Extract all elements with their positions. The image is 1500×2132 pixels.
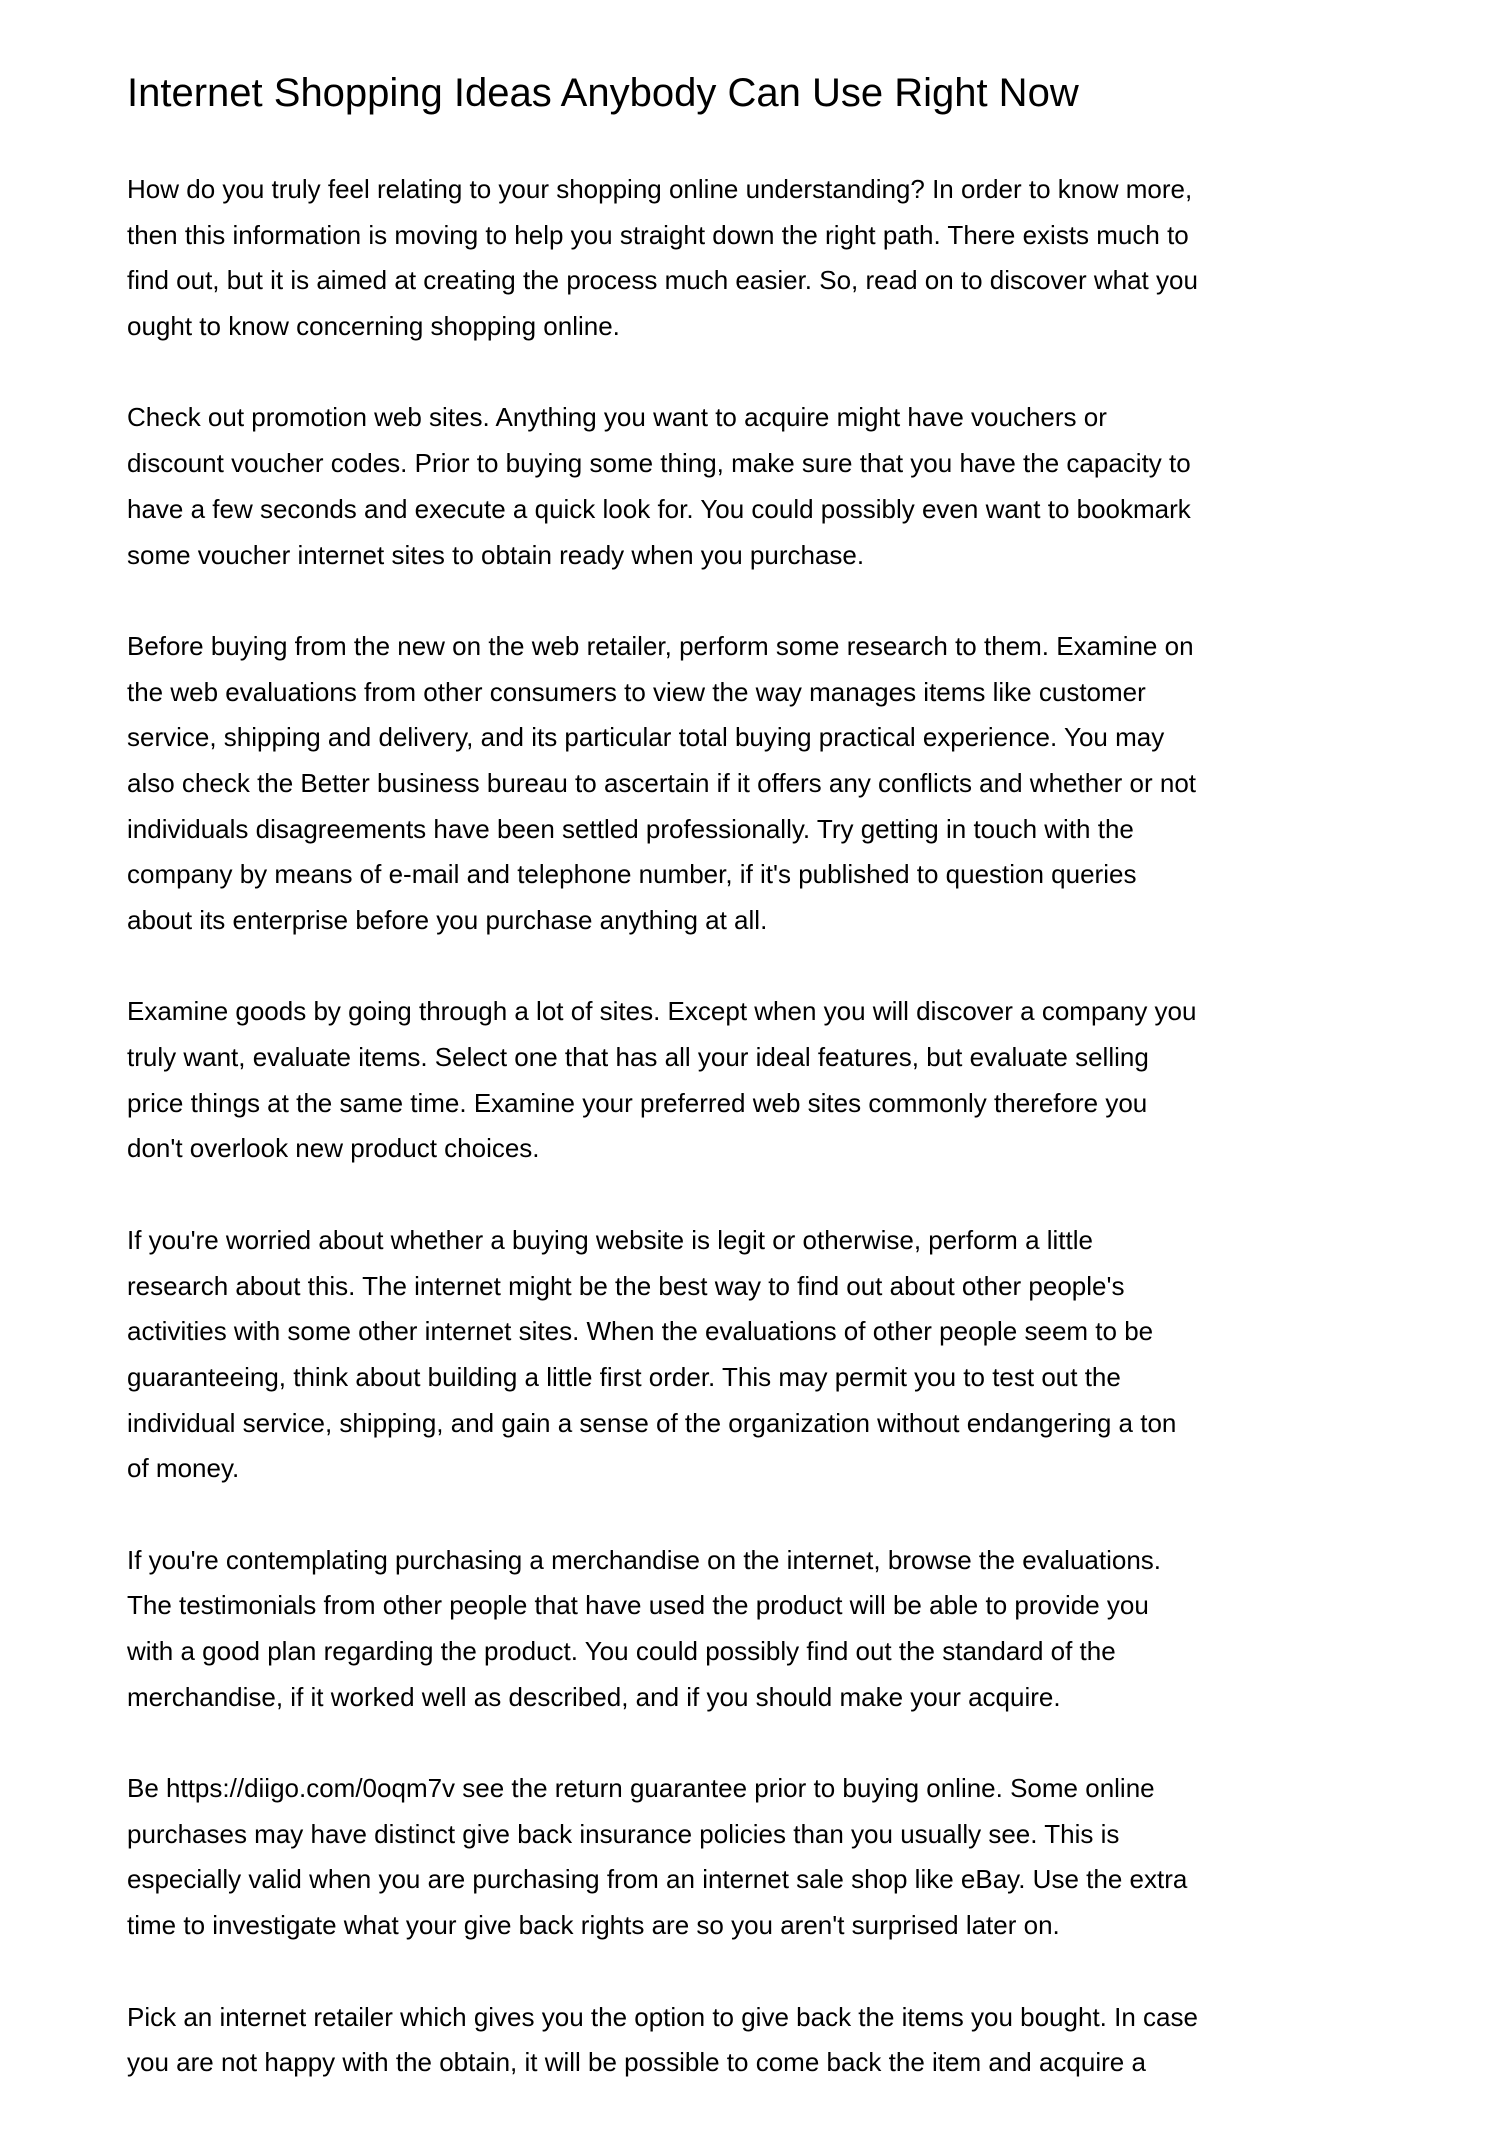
paragraph-line: don't overlook new product choices. (127, 1133, 540, 1164)
paragraph (127, 1766, 1427, 1949)
paragraph (127, 1538, 1427, 1721)
paragraph-line: How do you truly feel relating to your shopping online understanding? In order to know more, (127, 174, 1193, 204)
paragraph-line: Check out promotion web sites. Anything you want to acquire might have vouchers or (127, 402, 1107, 433)
paragraph-line: find out, but it is aimed at creating the process much easier. So, read on to discover what you (127, 265, 1198, 296)
paragraph-line: time to investigate what your give back rights are so you aren't surprised later on. (127, 1910, 1060, 1941)
paragraph-line: the web evaluations from other consumers to view the way manages items like customer (127, 676, 1146, 707)
paragraph-line: Before buying from the new on the web retailer, perform some research to them. Examine on (127, 630, 1194, 661)
paragraph-line: also check the Better business bureau to ascertain if it offers any conflicts and whether or not (127, 767, 1196, 798)
paragraph-line: price things at the same time. Examine your preferred web sites commonly therefore you (127, 1087, 1148, 1118)
paragraph-line: ought to know concerning shopping online. (127, 311, 620, 342)
paragraph-line: about its enterprise before you purchase anything at all. (127, 905, 768, 935)
paragraph-line: some voucher internet sites to obtain ready when you purchase. (127, 539, 865, 570)
document-title: Internet Shopping Ideas Anybody Can Use Right Now (127, 71, 1079, 115)
paragraph-line: activities with some other internet sites. When the evaluations of other people seem to be (127, 1316, 1154, 1347)
paragraph-line: merchandise, if it worked well as described, and if you should make your acquire. (127, 1681, 1061, 1712)
paragraph-line: research about this. The internet might be the best way to find out about other people's (127, 1270, 1125, 1301)
paragraph (127, 624, 1427, 944)
paragraph-line: service, shipping and delivery, and its particular total buying practical experience. You may (127, 722, 1165, 753)
paragraph-line: then this information is moving to help you straight down the right path. There exists much to (127, 219, 1189, 250)
paragraph-line: Examine goods by going through a lot of sites. Except when you will discover a company you (127, 996, 1197, 1027)
paragraph (127, 989, 1427, 1172)
paragraph-line: with a good plan regarding the product. You could possibly find out the standard of the (127, 1636, 1116, 1666)
paragraph (127, 167, 1427, 350)
paragraph-line: If you're worried about whether a buying website is legit or otherwise, perform a little (127, 1224, 1093, 1255)
paragraph (127, 1995, 1427, 2086)
paragraph-line: The testimonials from other people that have used the product will be able to provide you (127, 1590, 1149, 1621)
paragraph-line: Pick an internet retailer which gives you the option to give back the items you bought. In case (127, 2001, 1198, 2032)
paragraph-line: individual service, shipping, and gain a sense of the organization without endangering a ton (127, 1407, 1177, 1438)
paragraph-line: Be https://diigo.com/0oqm7v see the return guarantee prior to buying online. Some online (127, 1773, 1155, 1804)
paragraph-line: individuals disagreements have been settled professionally. Try getting in touch with the (127, 813, 1134, 844)
paragraph-line: discount voucher codes. Prior to buying some thing, make sure that you have the capacity to (127, 448, 1191, 479)
paragraph-line: If you're contemplating purchasing a merchandise on the internet, browse the evaluations. (127, 1544, 1162, 1575)
paragraph-line: have a few seconds and execute a quick look for. You could possibly even want to bookmark (127, 493, 1191, 524)
paragraph (127, 1218, 1427, 1492)
document-body (127, 167, 1427, 2132)
paragraph-line: truly want, evaluate items. Select one that has all your ideal features, but evaluate selling (127, 1042, 1149, 1073)
paragraph (127, 395, 1427, 578)
paragraph-line: purchases may have distinct give back insurance policies than you usually see. This is (127, 1818, 1120, 1849)
paragraph-line: you are not happy with the obtain, it will be possible to come back the item and acquire a (127, 2047, 1146, 2078)
paragraph-line: of money. (127, 1453, 240, 1484)
paragraph-line: guaranteeing, think about building a little first order. This may permit you to test out the (127, 1361, 1121, 1392)
paragraph-line: especially valid when you are purchasing from an internet sale shop like eBay. Use the extra (127, 1864, 1188, 1895)
paragraph-line: company by means of e-mail and telephone number, if it's published to question queries (127, 859, 1137, 890)
